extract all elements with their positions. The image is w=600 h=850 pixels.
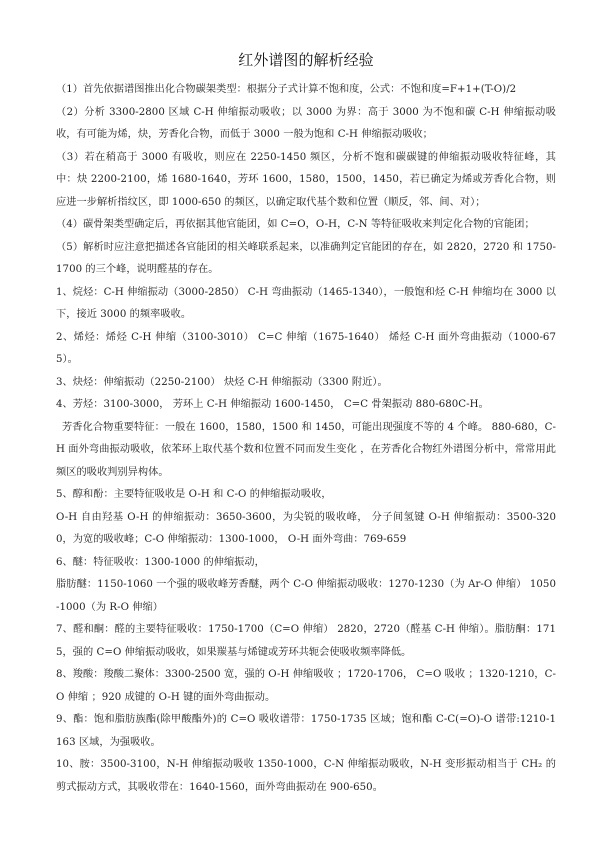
paragraph-alkyne: 3、炔烃：伸缩振动（2250-2100） 炔烃 C-H 伸缩振动（3300 附近）。 [56, 376, 388, 388]
paragraph-aliphatic-ether: 脂肪醚：1150-1060 一个强的吸收峰芳香醚，两个 C-O 伸缩振动吸收：1270-1230（为 Ar-O 伸缩） 1050-1000（为 R-O 伸缩） [56, 579, 556, 613]
paragraph-step-3: （3）若在稍高于 3000 有吸收，则应在 2250-1450 频区，分析不饱和碳碳键的伸缩振动吸收特征峰，其中：炔 2200-2100，烯 1680-1640，芳环 1600，1580，1500，1450，若已确定为烯或芳香化合物，则应进一步解析指纹区，即 1000-650 的频区，以确定取代基个数和位置（顺反，邻、间、对）； [56, 151, 556, 208]
paragraph-alkene: 2、烯烃：烯烃 C-H 伸缩（3100-3010） C=C 伸缩（1675-1640） 烯烃 C-H 面外弯曲振动（1000-675）。 [56, 331, 556, 365]
paragraph-carboxylic-acid: 8、羧酸：羧酸二聚体：3300-2500 宽，强的 O-H 伸缩吸收 ；1720-1706， C=O 吸收 ；1320-1210，C-O 伸缩 ；920 成键的 O-H 键的面外弯曲振动。 [56, 669, 556, 703]
paragraph-hydroxyl: O-H 自由羟基 O-H 的伸缩振动：3650-3600，为尖锐的吸收峰， 分子间氢键 O-H 伸缩振动：3500-3200，为宽的吸收峰；C-O 伸缩振动：1300-1000， O-H 面外弯曲：769-659 [56, 511, 556, 545]
paragraph-aromatic: 4、芳烃：3100-3000， 芳环上 C-H 伸缩振动 1600-1450， C=C 骨架振动 880-680C-H。 [56, 399, 489, 410]
paragraph-aromatic-features: 芳香化合物重要特征：一般在 1600，1580，1500 和 1450，可能出现强度不等的 4 个峰。 880-680，C-H 面外弯曲振动吸收，依苯环上取代基个数和位置不同而发生变化 ，在芳香化合物红外谱图分析中，常常用此频区的吸收判别异构体。 [56, 421, 556, 478]
paragraph-alcohol-phenol: 5、醇和酚：主要特征吸收是 O-H 和 C-O 的伸缩振动吸收， [56, 489, 332, 500]
paragraph-ether: 6、醚：特征吸收：1300-1000 的伸缩振动， [56, 556, 265, 568]
document-title: 红外谱图的解析经验 [238, 51, 374, 69]
paragraph-step-5: （5）解析时应注意把描述各官能团的相关峰联系起来，以准确判定官能团的存在，如 2820，2720 和 1750-1700 的三个峰，说明醛基的存在。 [56, 241, 556, 275]
paragraph-step-1: （1）首先依据谱图推出化合物碳架类型：根据分子式计算不饱和度，公式：不饱和度=F+1+(T-O)/2 [56, 84, 517, 95]
paragraph-aldehyde-ketone: 7、醛和酮：醛的主要特征吸收：1750-1700（C=O 伸缩） 2820，2720（醛基 C-H 伸缩）。脂肪酮：1715，强的 C=O 伸缩振动吸收，如果羰基与烯键或芳环共轭会使吸收频率降低。 [56, 624, 556, 658]
paragraph-step-2: （2）分析 3300-2800 区域 C-H 伸缩振动吸收；以 3000 为界：高于 3000 为不饱和碳 C-H 伸缩振动吸收，有可能为烯，炔，芳香化合物，而低于 3000 一般为饱和 C-H 伸缩振动吸收； [56, 106, 556, 140]
paragraph-amine: 10、胺：3500-3100，N-H 伸缩振动吸收 1350-1000，C-N 伸缩振动吸收，N-H 变形振动相当于 CH₂ 的剪式振动方式，其吸收带在：1640-1560，面外弯曲振动在 900-650。 [56, 759, 556, 793]
paragraph-ester: 9、酯：饱和脂肪族酯(除甲酸酯外)的 C=O 吸收谱带：1750-1735 区域；饱和酯 C-C(=O)-O 谱带:1210-1163 区域，为强吸收。 [56, 714, 556, 748]
paragraph-alkane: 1、烷烃：C-H 伸缩振动（3000-2850） C-H 弯曲振动（1465-1340），一般饱和烃 C-H 伸缩均在 3000 以下，接近 3000 的频率吸收。 [56, 286, 556, 320]
paragraph-step-4: （4）碳骨架类型确定后，再依据其他官能团，如 C=O，O-H，C-N 等特征吸收来判定化合物的官能团； [56, 219, 535, 230]
